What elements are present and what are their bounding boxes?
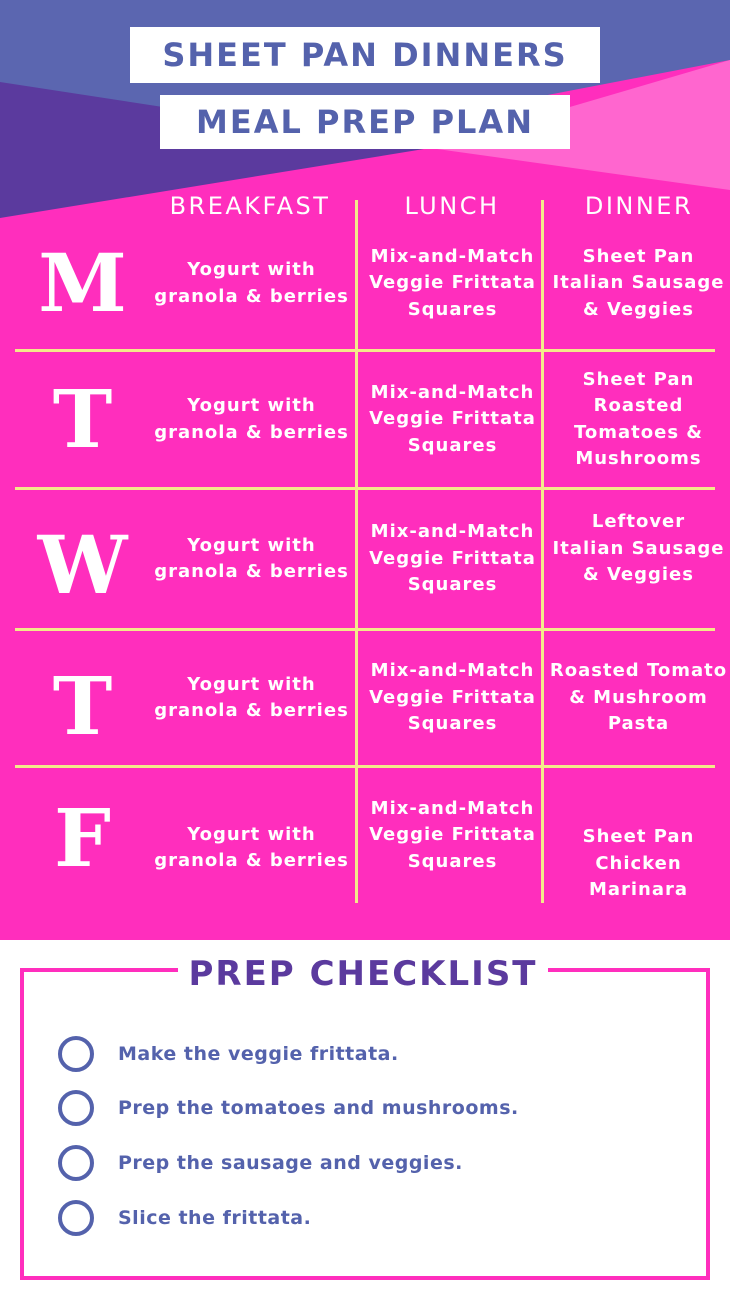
lunch-cell (361, 490, 544, 628)
cell-line: & Veggies (583, 564, 694, 586)
cell-line: Mushrooms (575, 448, 702, 469)
cell-line: Mix-and-Match (370, 381, 535, 403)
breakfast-cell (150, 490, 353, 628)
cell-line: Veggie Frittata (369, 686, 536, 708)
cell-line: Chicken (595, 852, 682, 874)
day-letter: F (54, 791, 111, 885)
cell-line: Mix-and-Match (370, 521, 535, 543)
cell-line: Mix-and-Match (370, 797, 535, 819)
cell-line: Veggie Frittata (369, 824, 536, 846)
checklist-item[interactable] (58, 1143, 463, 1183)
lunch-cell (361, 352, 544, 487)
meal-row-monday (0, 226, 730, 349)
cell-line: Squares (407, 850, 498, 872)
cell-line: Yogurt with (187, 534, 316, 556)
cell-line: granola & berries (154, 285, 349, 307)
meal-row-thursday (0, 631, 730, 765)
checklist-item-label: Slice the frittata. (118, 1207, 312, 1229)
day-letter: M (38, 236, 127, 330)
checklist-item[interactable] (58, 1034, 399, 1074)
cell-line: Mix-and-Match (370, 245, 535, 267)
cell-line: Yogurt with (187, 673, 316, 695)
page-subtitle: MEAL PREP PLAN (160, 95, 570, 149)
cell-line: Roasted (593, 395, 684, 416)
cell-line: & Mushroom (569, 686, 708, 708)
cell-line: granola & berries (154, 850, 349, 871)
cell-line: Sheet Pan (582, 368, 695, 390)
cell-line: Tomatoes & (573, 421, 703, 443)
cell-line: Veggie Frittata (369, 408, 536, 430)
breakfast-cell (150, 226, 353, 341)
cell-line: Italian Sausage (552, 537, 725, 559)
dinner-cell (547, 631, 730, 765)
day-letter: T (52, 372, 113, 466)
column-header-lunch: LUNCH (404, 192, 500, 220)
dinner-cell (547, 490, 730, 608)
dinner-cell (547, 226, 730, 341)
cell-line: Pasta (607, 713, 670, 735)
page-title: SHEET PAN DINNERS (130, 27, 600, 83)
cell-line: Marinara (588, 879, 689, 901)
cell-line: Sheet Pan (582, 826, 695, 848)
prep-checklist-title: PREP CHECKLIST (178, 948, 548, 1000)
cell-line: Veggie Frittata (369, 272, 536, 294)
cell-line: granola & berries (154, 700, 349, 721)
column-header-breakfast: BREAKFAST (169, 192, 331, 220)
cell-line: Mix-and-Match (370, 660, 535, 682)
checkbox-circle-icon[interactable] (58, 1036, 94, 1072)
checklist-item[interactable] (58, 1088, 519, 1128)
cell-line: Leftover (591, 511, 686, 533)
breakfast-cell (150, 768, 353, 928)
cell-line: Veggie Frittata (369, 547, 536, 569)
breakfast-cell (150, 631, 353, 765)
cell-line: Squares (407, 434, 498, 456)
meal-row-friday (0, 768, 730, 903)
cell-line: Squares (407, 574, 498, 596)
day-letter: T (52, 659, 113, 753)
lunch-cell (361, 631, 544, 765)
cell-line: granola & berries (154, 561, 349, 582)
checklist-item-label: Make the veggie frittata. (118, 1043, 399, 1065)
meal-row-tuesday (0, 352, 730, 487)
column-header-dinner: DINNER (584, 192, 694, 220)
day-letter: W (37, 518, 128, 612)
cell-line: Yogurt with (187, 823, 316, 845)
cell-line: Yogurt with (187, 395, 316, 416)
checklist-item-label: Prep the tomatoes and mushrooms. (118, 1097, 519, 1119)
checkbox-circle-icon[interactable] (58, 1200, 94, 1236)
dinner-cell (547, 768, 730, 960)
lunch-cell (361, 226, 544, 341)
meal-row-wednesday (0, 490, 730, 628)
cell-line: Yogurt with (187, 259, 316, 280)
breakfast-cell (150, 352, 353, 487)
cell-line: Sheet Pan (582, 245, 695, 267)
cell-line: granola & berries (154, 421, 349, 443)
checklist-item-label: Prep the sausage and veggies. (118, 1152, 463, 1174)
cell-line: Roasted Tomato (549, 660, 728, 682)
checklist-item[interactable] (58, 1198, 311, 1238)
checkbox-circle-icon[interactable] (58, 1090, 94, 1126)
cell-line: Italian Sausage (552, 272, 725, 294)
lunch-cell (361, 768, 544, 903)
cell-line: & Veggies (583, 298, 694, 320)
checkbox-circle-icon[interactable] (58, 1145, 94, 1181)
cell-line: Squares (407, 298, 498, 320)
dinner-cell (547, 352, 730, 487)
cell-line: Squares (407, 713, 498, 735)
